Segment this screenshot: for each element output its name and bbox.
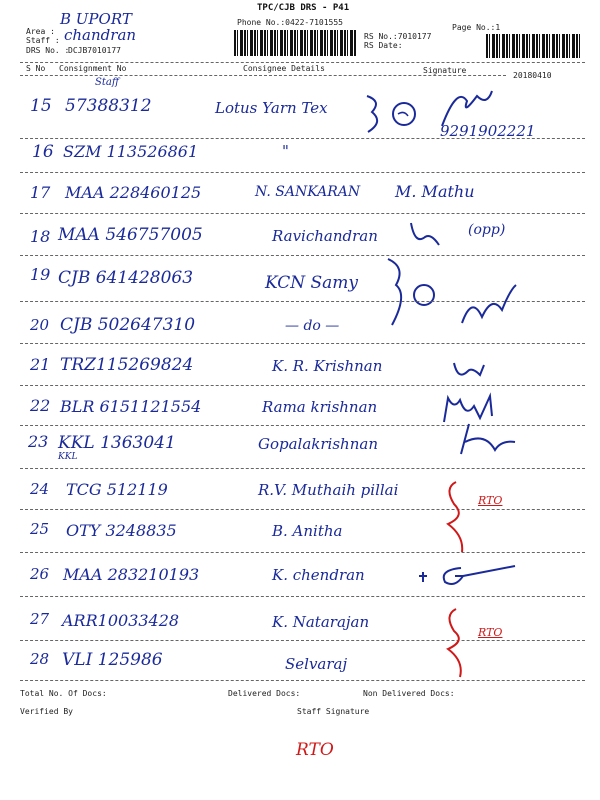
row-consignee: — do — xyxy=(285,318,340,334)
stamp-mark: Staff xyxy=(95,77,119,88)
row-sno: 19 xyxy=(30,265,51,284)
row-divider xyxy=(20,596,585,597)
row-signature-26 xyxy=(415,560,525,590)
page-number: Page No.:1 xyxy=(452,23,501,32)
row-signature-name: M. Mathu xyxy=(395,182,475,201)
row-consignee: K. R. Krishnan xyxy=(272,357,383,375)
row-sno: 25 xyxy=(30,520,50,538)
row-consignment: SZM 113526861 xyxy=(63,142,199,161)
row-sno: 15 xyxy=(30,96,52,116)
row-divider xyxy=(20,213,585,214)
row-consignment: 57388312 xyxy=(65,96,152,116)
row-signature-19-20 xyxy=(382,255,562,335)
barcode-left xyxy=(234,30,356,56)
row-signature-18 xyxy=(405,215,445,255)
row-consignment: ARR10033428 xyxy=(62,611,180,630)
row-consignment: TCG 512119 xyxy=(66,480,168,499)
delivered-docs-label: Delivered Docs: xyxy=(228,689,301,698)
row-sno: 23 xyxy=(28,432,49,451)
row-sno: 17 xyxy=(30,183,51,202)
rto-mark: RTO xyxy=(478,494,503,507)
row-consignee: Ravichandran xyxy=(272,227,378,245)
area-label: Area : xyxy=(26,27,55,36)
row-consignment: BLR 6151121554 xyxy=(60,397,202,416)
row-consignment: CJB 502647310 xyxy=(60,315,196,335)
row-consignment: MAA 546757005 xyxy=(58,225,203,245)
header-divider-top xyxy=(20,62,585,63)
row-consignee: B. Anitha xyxy=(272,522,343,540)
row-consignee: R.V. Muthaih pillai xyxy=(258,481,399,499)
col-consignee: Consignee Details xyxy=(243,64,325,73)
row-consignee: Lotus Yarn Tex xyxy=(215,99,328,117)
verified-by-label: Verified By xyxy=(20,707,73,716)
row-consignee: " xyxy=(282,142,289,160)
document-title: TPC/CJB DRS - P41 xyxy=(257,3,350,13)
row-consignment: OTY 3248835 xyxy=(66,521,177,540)
row-consignee: K. chendran xyxy=(272,566,365,584)
barcode-right xyxy=(486,34,582,58)
row-consignee: Selvaraj xyxy=(285,655,348,673)
row-divider xyxy=(20,138,585,139)
delivery-date: 20180410 xyxy=(513,71,552,80)
row-consignment: KKL 1363041 xyxy=(58,433,176,453)
header-divider-bottom xyxy=(20,75,506,76)
row-divider xyxy=(20,301,585,302)
row-signature-15 xyxy=(362,86,562,138)
row-consignment: MAA 283210193 xyxy=(63,565,200,584)
total-docs-label: Total No. Of Docs: xyxy=(20,689,107,698)
row-consignment: TRZ115269824 xyxy=(60,355,194,375)
bottom-rto-mark: RTO xyxy=(296,740,334,760)
row-consignment: VLI 125986 xyxy=(62,650,163,670)
row-sub-label: KKL xyxy=(58,452,78,462)
col-signature: Signature xyxy=(423,66,467,75)
col-sno: S No xyxy=(26,64,46,73)
rto-bracket-24-25 xyxy=(440,478,520,558)
drs-no-label: DRS No. : xyxy=(26,46,70,55)
row-divider xyxy=(20,343,585,344)
col-consignment: Consignment No xyxy=(59,64,127,73)
row-consignee: N. SANKARAN xyxy=(255,184,361,200)
row-sno: 22 xyxy=(30,396,51,415)
row-divider xyxy=(20,468,585,469)
row-sno: 24 xyxy=(30,480,50,498)
row-divider xyxy=(20,385,585,386)
row-sno: 18 xyxy=(30,227,51,246)
non-delivered-docs-label: Non Delivered Docs: xyxy=(363,689,455,698)
rs-number: RS No.:7010177 xyxy=(364,32,432,41)
row-sno: 21 xyxy=(30,355,51,374)
row-sno: 20 xyxy=(30,316,50,334)
rto-mark: RTO xyxy=(478,626,503,639)
rs-date: RS Date: xyxy=(364,41,403,50)
row-sno: 27 xyxy=(30,610,50,628)
row-note: (opp) xyxy=(468,222,506,238)
row-divider xyxy=(20,172,585,173)
staff-label: Staff : xyxy=(26,36,60,45)
staff-value: chandran xyxy=(64,26,137,44)
row-consignee: Rama krishnan xyxy=(262,398,378,416)
row-sno: 16 xyxy=(32,142,54,162)
drs-no-value: DCJB7010177 xyxy=(68,46,121,55)
row-sno: 26 xyxy=(30,565,50,583)
area-value: B UPORT xyxy=(60,10,132,28)
row-phone: 9291902221 xyxy=(440,122,536,140)
phone-number: Phone No.:0422-7101555 xyxy=(237,18,343,27)
row-consignee: KCN Samy xyxy=(265,273,359,293)
row-signature-21 xyxy=(450,355,490,385)
row-consignment: CJB 641428063 xyxy=(58,268,194,288)
row-consignee: Gopalakrishnan xyxy=(258,435,378,453)
row-sno: 28 xyxy=(30,650,50,668)
row-signature-23 xyxy=(455,420,535,460)
row-consignee: K. Natarajan xyxy=(272,613,370,631)
rto-bracket-27-28 xyxy=(440,605,520,685)
row-consignment: MAA 228460125 xyxy=(65,183,202,202)
staff-signature-label: Staff Signature xyxy=(297,707,370,716)
